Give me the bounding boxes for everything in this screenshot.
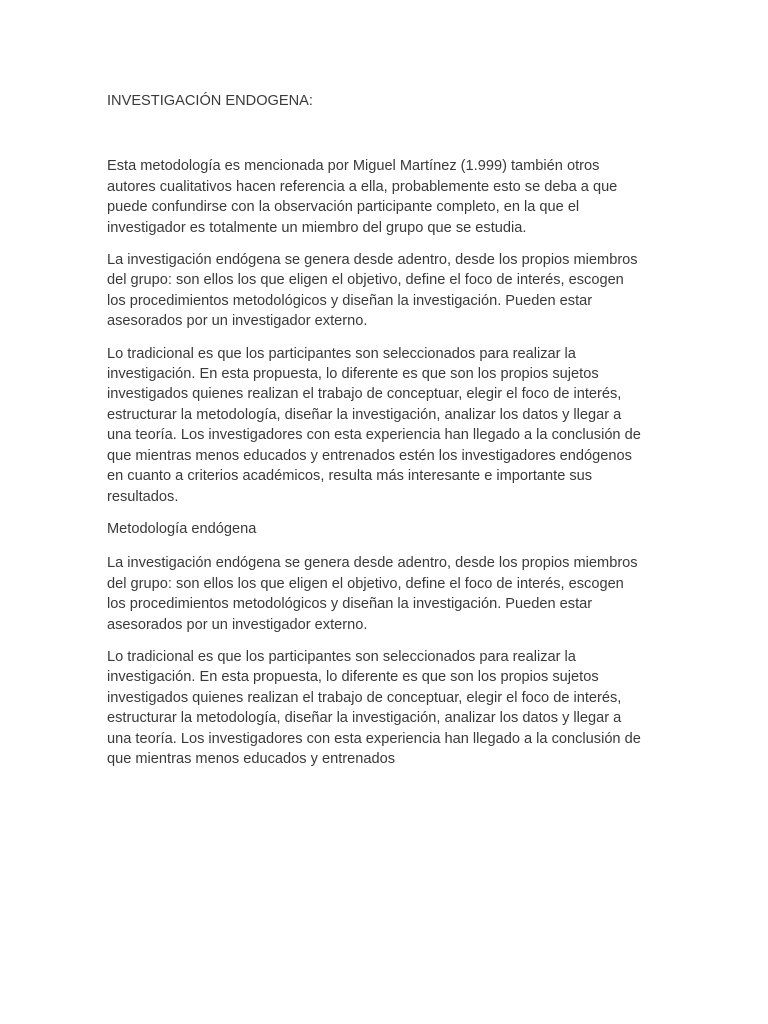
- paragraph-4: La investigación endógena se genera desde adentro, desde los propios miembros del grupo: son ellos los que eligen el objetivo, define el foco de interés, escogen los procedimientos metodológicos y diseñan la investigación. Pueden estar asesorados por un investigador externo.: [107, 555, 638, 633]
- paragraph-2: La investigación endógena se genera desde adentro, desde los propios miembros del grupo: son ellos los que eligen el objetivo, define el foco de interés, escogen los procedimientos metodológicos y diseñan la investigación. Pueden estar asesorados por un investigador externo.: [107, 252, 638, 330]
- paragraph-1: Esta metodología es mencionada por Miguel Martínez (1.999) también otros autores cualitativos hacen referencia a ella, probablemente esto se deba a que puede confundirse con la observación participante completo, en la que el investigador es totalmente un miembro del grupo que se estudia.: [107, 158, 618, 236]
- paragraph-5: Lo tradicional es que los participantes son seleccionados para realizar la investigación. En esta propuesta, lo diferente es que son los propios sujetos investigados quienes realizan el trabajo de conceptuar, elegir el foco de interés, estructurar la metodología, diseñar la investigación, analizar los datos y llegar a una teoría. Los investigadores con esta experiencia han llegado a la conclusión de que mientras menos educados y entrenados: [107, 648, 641, 767]
- document-title: INVESTIGACIÓN ENDOGENA:: [107, 93, 313, 109]
- document-body: [107, 91, 667, 781]
- section-subheading: Metodología endógena: [107, 520, 257, 537]
- paragraph-3: Lo tradicional es que los participantes son seleccionados para realizar la investigación. En esta propuesta, lo diferente es que son los propios sujetos investigados quienes realizan el trabajo de conceptuar, elegir el foco de interés, estructurar la metodología, diseñar la investigación, analizar los datos y llegar a una teoría. Los investigadores con esta experiencia han llegado a la conclusión de que mientras menos educados y entrenados estén los investigadores endógenos en cuanto a criterios académicos, resulta más interesante e importante sus resultados.: [107, 345, 641, 505]
